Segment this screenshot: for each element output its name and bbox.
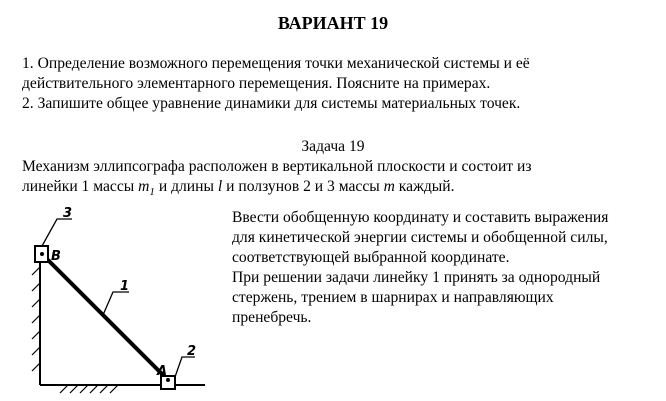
task-text-line: для кинетической энергии системы и обобщенной силы, xyxy=(232,229,608,246)
intro-text: и ползунов 2 и 3 массы xyxy=(222,178,384,195)
variant-title: ВАРИАНТ 19 xyxy=(277,13,389,33)
label-point-b: B xyxy=(51,249,61,264)
leader-3 xyxy=(42,219,72,246)
label-2: 2 xyxy=(187,344,197,359)
mass-m-symbol: m xyxy=(383,178,395,195)
intro-text: каждый. xyxy=(394,178,455,195)
hinge-b xyxy=(40,252,44,256)
label-3: 3 xyxy=(63,206,73,221)
task-title: Задача 19 xyxy=(301,138,365,155)
label-point-a: A xyxy=(157,364,168,379)
label-1: 1 xyxy=(120,279,130,294)
horizontal-guide-hatching xyxy=(60,385,118,393)
question-line: 1. Определение возможного перемещения точки механической системы и её xyxy=(22,55,530,72)
ellipsograph-diagram xyxy=(10,205,225,401)
mass-m1-symbol: m xyxy=(138,178,150,195)
vertical-guide-hatching xyxy=(32,267,40,371)
questions-block xyxy=(22,54,652,114)
task-text-line: соответствующей выбранной координате. xyxy=(232,249,510,266)
task-intro-line: Механизм эллипсографа расположен в вертикальной плоскости и состоит из xyxy=(22,158,532,175)
task-intro-line xyxy=(22,177,652,202)
rod-1 xyxy=(42,254,168,380)
length-l-symbol: l xyxy=(217,178,223,195)
task-intro xyxy=(22,157,652,202)
task-text-line: При решении задачи линейку 1 принять за однородный xyxy=(232,269,601,286)
mass-m1-subscript: 1 xyxy=(149,186,155,199)
task-text-line: пренебречь. xyxy=(232,309,312,326)
question-line: 2. Запишите общее уравнение динамики для системы материальных точек. xyxy=(22,95,521,112)
leader-1 xyxy=(103,292,129,315)
intro-text: и длины xyxy=(154,178,218,195)
task-text-line: Ввести обобщенную координату и составить выражения xyxy=(232,209,609,226)
intro-text: линейки 1 массы xyxy=(22,178,139,195)
task-text-line: стержень, трением в шарнирах и направляющих xyxy=(232,289,554,306)
question-line: действительного элементарного перемещения. Поясните на примерах. xyxy=(22,75,491,92)
leader-2 xyxy=(175,357,195,377)
task-description xyxy=(232,208,652,328)
